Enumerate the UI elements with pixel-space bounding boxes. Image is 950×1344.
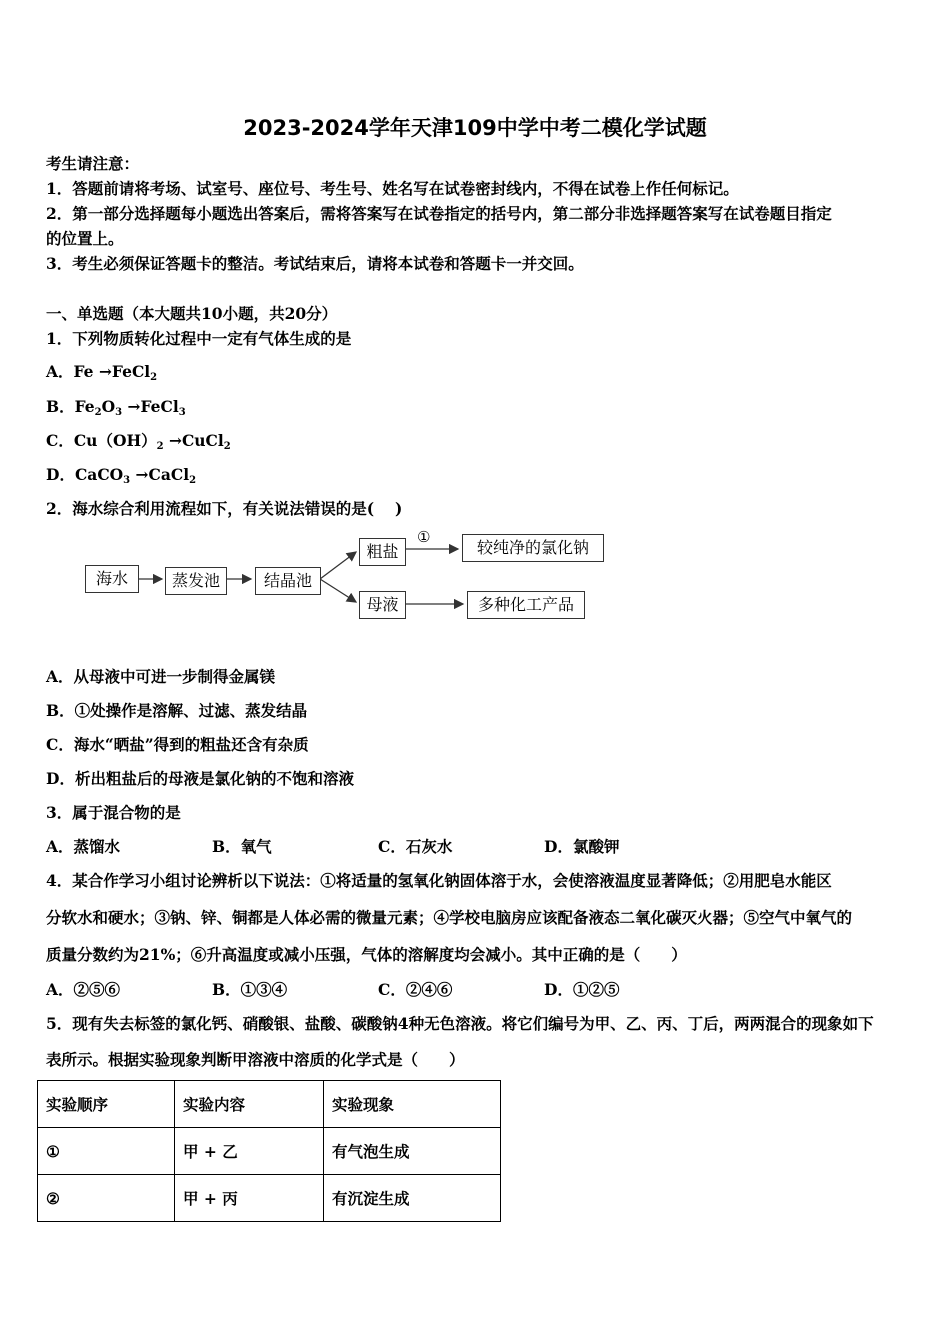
table-cell: ② — [38, 1175, 175, 1222]
question-3-option-c: C．石灰水 — [378, 837, 453, 856]
question-2-option-c: C．海水“晒盐”得到的粗盐还含有杂质 — [46, 735, 309, 754]
box-crude-salt: 粗盐 — [359, 538, 406, 566]
table-header: 实验顺序 — [38, 1081, 175, 1128]
table-row — [38, 1128, 501, 1175]
question-2-option-a: A．从母液中可进一步制得金属镁 — [46, 667, 276, 686]
box-evaporation-pond: 蒸发池 — [165, 567, 227, 595]
subscript: 2 — [94, 407, 102, 418]
subscript: 2 — [150, 372, 158, 383]
table-cell: ① — [38, 1128, 175, 1175]
table-row — [38, 1175, 501, 1222]
section-heading: 一、单选题（本大题共10小题，共20分） — [46, 304, 338, 323]
subscript: 2 — [156, 441, 164, 452]
box-seawater: 海水 — [85, 565, 139, 593]
question-4-line: 分软水和硬水；③钠、锌、铜都是人体必需的微量元素；④学校电脑房应该配备液态二氧化碳灭火器；⑤空气中氧气的 — [46, 908, 853, 927]
question-3-option-d: D．氯酸钾 — [544, 837, 620, 856]
table-cell: 甲 + 乙 — [175, 1128, 324, 1175]
notice-item: 1．答题前请将考场、试室号、座位号、考生号、姓名写在试卷密封线内，不得在试卷上作任何标记。 — [46, 179, 739, 198]
subscript: 3 — [123, 475, 131, 486]
question-3-option-a: A．蒸馏水 — [46, 837, 121, 856]
question-1-option-d — [46, 463, 196, 485]
question-5-line: 表所示。根据实验现象判断甲溶液中溶质的化学式是（ ） — [46, 1050, 465, 1069]
notice-item: 的位置上。 — [46, 229, 124, 248]
question-2-option-b: B．①处操作是溶解、过滤、蒸发结晶 — [46, 701, 308, 720]
option-text: B．Fe — [46, 397, 95, 416]
question-3-options — [46, 835, 619, 857]
question-1-stem: 1．下列物质转化过程中一定有气体生成的是 — [46, 329, 352, 348]
subscript: 2 — [223, 441, 231, 452]
question-3-stem: 3．属于混合物的是 — [46, 803, 181, 822]
arrow — [320, 579, 356, 602]
question-2-stem: 2．海水综合利用流程如下，有关说法错误的是( ) — [46, 499, 403, 518]
question-4-option-d: D．①②⑤ — [544, 980, 620, 999]
option-text: D．CaCO — [46, 465, 124, 484]
option-text: C．Cu（OH） — [46, 431, 157, 450]
option-text: →CuCl — [163, 431, 224, 450]
notice-item: 2．第一部分选择题每小题选出答案后，需将答案写在试卷指定的括号内，第二部分非选择题答案写在试卷题目指定 — [46, 204, 832, 223]
question-2-option-d: D．析出粗盐后的母液是氯化钠的不饱和溶液 — [46, 769, 354, 788]
question-4-option-a: A．②⑤⑥ — [46, 980, 121, 999]
question-1-option-a — [46, 360, 157, 382]
question-1-option-b — [46, 395, 186, 417]
subscript: 3 — [115, 407, 123, 418]
page-title: 2023-2024学年天津109中学中考二模化学试题 — [243, 116, 707, 140]
option-text: O — [101, 397, 116, 416]
box-pure-nacl: 较纯净的氯化钠 — [462, 534, 604, 562]
seawater-flow-diagram — [80, 528, 620, 628]
experiment-table — [37, 1080, 501, 1222]
box-crystallization-pond: 结晶池 — [255, 567, 321, 595]
question-4-options — [46, 978, 619, 1000]
table-cell: 有气泡生成 — [324, 1128, 501, 1175]
notice-item: 3．考生必须保证答题卡的整洁。考试结束后，请将本试卷和答题卡一并交回。 — [46, 254, 584, 273]
subscript: 2 — [189, 475, 197, 486]
box-chemical-products: 多种化工产品 — [467, 591, 585, 619]
box-mother-liquor: 母液 — [359, 591, 406, 619]
question-4-line: 4．某合作学习小组讨论辨析以下说法：①将适量的氢氧化钠固体溶于水，会使溶液温度显著降低；②用肥皂水能区 — [46, 871, 832, 890]
table-cell: 有沉淀生成 — [324, 1175, 501, 1222]
subscript: 3 — [178, 407, 186, 418]
question-1-option-c — [46, 429, 231, 451]
arrow — [320, 552, 356, 579]
question-5-line: 5．现有失去标签的氯化钙、硝酸银、盐酸、碳酸钠4种无色溶液。将它们编号为甲、乙、丙、丁后，两两混合的现象如下 — [46, 1014, 874, 1033]
option-text: →CaCl — [130, 465, 190, 484]
table-header: 实验内容 — [175, 1081, 324, 1128]
question-4-option-b: B．①③④ — [212, 980, 288, 999]
question-4-line: 质量分数约为21%；⑥升高温度或减小压强，气体的溶解度均会减小。其中正确的是（ ） — [46, 945, 687, 964]
question-3-option-b: B．氧气 — [212, 837, 272, 856]
table-header: 实验现象 — [324, 1081, 501, 1128]
option-text: →FeCl — [122, 397, 179, 416]
table-cell: 甲 + 丙 — [175, 1175, 324, 1222]
notice-heading: 考生请注意： — [46, 154, 140, 173]
option-text: A．Fe →FeCl — [46, 362, 151, 381]
table-header-row — [38, 1081, 501, 1128]
step-label: ① — [417, 528, 431, 546]
question-4-option-c: C．②④⑥ — [378, 980, 453, 999]
